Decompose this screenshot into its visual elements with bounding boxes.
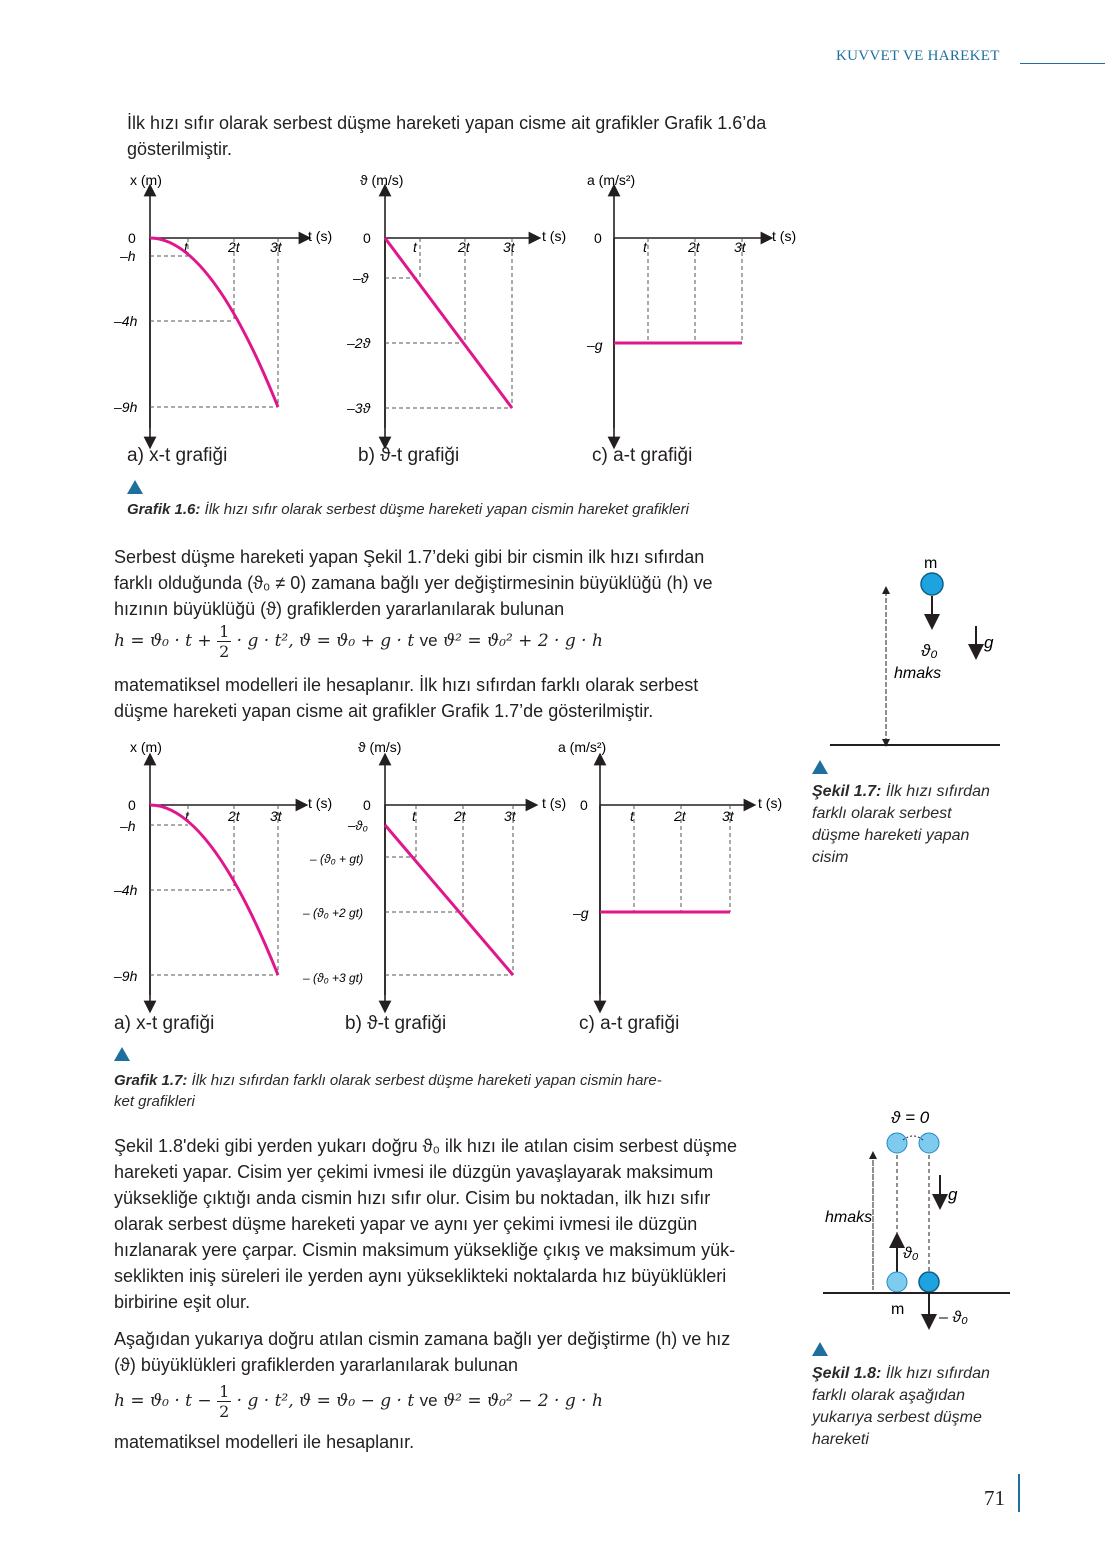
ball-bottom-right	[919, 1272, 939, 1292]
axis-label-x: t (s)	[758, 795, 783, 811]
formula-2	[114, 1382, 603, 1421]
chart-x-t	[113, 739, 332, 1007]
top-label: ϑ = 0	[891, 1108, 930, 1127]
tick-y-0: 0	[128, 230, 136, 246]
caption-line: düşme hareketi yapan	[812, 827, 970, 844]
tick-x-3t: 3t	[270, 239, 282, 255]
numerator: 1	[219, 1382, 230, 1401]
tick-y-0: 0	[363, 797, 371, 813]
graph-1-6	[110, 168, 830, 468]
axis-label-x: t (s)	[542, 795, 567, 811]
graph16-sub-c: c) a-t grafiği	[592, 445, 693, 466]
paragraph-6: matematiksel modelleri ile hesaplanır.	[114, 1432, 415, 1452]
para-line: farklı olduğunda (ϑ₀ ≠ 0) zamana bağlı yer değiştirmesinin büyüklüğü (h) ve	[114, 573, 713, 593]
para-line: matematiksel modelleri ile hesaplanır. İlk hızı sıfırdan farklı olarak serbest	[114, 675, 699, 695]
v0-label: ϑ₀	[921, 641, 938, 660]
tick-y-3v: –3ϑ	[347, 400, 371, 416]
fig18-caption	[812, 1363, 1032, 1451]
para-line: yüksekliğe çıktığı anda cismin hızı sıfır olur. Cisim bu noktadan, ilk hızı sıfır	[114, 1188, 711, 1208]
paragraph-3	[114, 672, 789, 724]
g-label: g	[948, 1185, 958, 1204]
axis-label-y: a (m/s²)	[587, 172, 636, 188]
tick-y-g: –g	[587, 337, 603, 353]
caption-label: Şekil 1.7:	[812, 783, 882, 800]
chart-a-t	[586, 172, 796, 443]
tick-y-9h: –9h	[114, 968, 138, 984]
formula-ve: ve	[419, 1391, 438, 1410]
axis-label-y: ϑ (m/s)	[360, 172, 404, 188]
para-line: seklikten iniş süreleri ile yerden aynı yükseklikteki noktalarda hız büyüklükleri	[114, 1266, 727, 1286]
axis-label-y: x (m)	[130, 172, 162, 188]
tick-x-2t: 2t	[458, 239, 470, 255]
curve	[150, 238, 278, 407]
tick-x-t: t	[630, 808, 634, 824]
triangle-marker	[812, 1342, 828, 1356]
tick-y-0: 0	[594, 230, 602, 246]
header-rule	[1020, 63, 1105, 64]
graph16-caption	[127, 499, 689, 520]
tick-x-t: t	[184, 239, 188, 255]
para-line: birbirine eşit olur.	[114, 1292, 251, 1312]
tick-x-2t: 2t	[454, 808, 466, 824]
paragraph-5	[114, 1326, 789, 1378]
axis-label-y: ϑ (m/s)	[358, 739, 402, 755]
formula-part: · g · t², ϑ = ϑ₀ + g · t	[236, 631, 415, 651]
paragraph-4	[114, 1133, 789, 1315]
page-number: 71	[984, 1486, 1005, 1510]
caption-label: Grafik 1.7:	[114, 1072, 188, 1089]
line	[385, 825, 513, 975]
graph17-sub-a: a) x-t grafiği	[114, 1013, 215, 1034]
tick-x-2t: 2t	[688, 239, 700, 255]
formula-part: ϑ² = ϑ₀² − 2 · g · h	[442, 1391, 603, 1411]
fig17-caption	[812, 781, 1032, 869]
formula-part: ϑ² = ϑ₀² + 2 · g · h	[442, 631, 603, 651]
g-label: g	[984, 633, 994, 652]
caption-line: farklı olarak aşağıdan	[812, 1387, 965, 1404]
tick-x-3t: 3t	[503, 239, 515, 255]
para-line: (ϑ) büyüklükleri grafiklerden yararlanılarak bulunan	[114, 1355, 519, 1375]
tick-y-9h: –9h	[114, 399, 138, 415]
hmaks-label: hmaks	[825, 1209, 873, 1226]
tick-x-3t: 3t	[270, 808, 282, 824]
tick-x-2t: 2t	[228, 239, 240, 255]
ball	[921, 573, 943, 595]
paragraph-2	[114, 544, 789, 622]
tick-y-0: 0	[363, 230, 371, 246]
tick-y-h: –h	[120, 248, 136, 264]
caption-label: Şekil 1.8:	[812, 1365, 882, 1382]
intro-line: gösterilmiştir.	[127, 139, 233, 159]
caption-text: İlk hızı sıfır olarak serbest düşme hareketi yapan cismin hareket grafikleri	[204, 501, 689, 518]
line	[385, 238, 512, 408]
axis-label-x: t (s)	[542, 228, 567, 244]
axis-label-x: t (s)	[772, 228, 797, 244]
triangle-marker	[114, 1047, 130, 1061]
axis-label-x: t (s)	[308, 228, 333, 244]
triangle-marker	[127, 480, 143, 494]
tick-y-v0-3gt: – (ϑ₀ +3 gt)	[303, 971, 364, 985]
tick-x-t: t	[643, 239, 647, 255]
axis-label-y: a (m/s²)	[558, 739, 607, 755]
chart-v-t	[346, 172, 566, 443]
caption-line: farklı olarak serbest	[812, 805, 952, 822]
axis-label-x: t (s)	[308, 795, 333, 811]
fraction-half	[217, 622, 231, 661]
tick-y-v0-2gt: – (ϑ₀ +2 gt)	[303, 906, 364, 920]
tick-y-g: –g	[573, 905, 589, 921]
tick-y-2v: –2ϑ	[347, 335, 371, 351]
page-rule	[1018, 1474, 1020, 1512]
caption-line: hareketi	[812, 1431, 869, 1448]
tick-x-t: t	[185, 808, 189, 824]
ball-top-right	[919, 1133, 939, 1153]
para-line: Serbest düşme hareketi yapan Şekil 1.7’deki gibi bir cismin ilk hızı sıfırdan	[114, 547, 705, 567]
minus-v0-label: – ϑ₀	[939, 1309, 968, 1326]
denominator: 2	[219, 1402, 230, 1421]
tick-x-3t: 3t	[722, 808, 734, 824]
numerator: 1	[219, 622, 230, 641]
intro-paragraph	[127, 110, 817, 162]
tick-y-4h: –4h	[114, 882, 138, 898]
graph16-sub-a: a) x-t grafiği	[127, 445, 228, 466]
graph16-sub-b: b) ϑ-t grafiği	[358, 445, 460, 466]
formula-part: h = ϑ₀ · t −	[114, 1391, 212, 1411]
graph17-sub-c: c) a-t grafiği	[579, 1013, 680, 1034]
caption-line: İlk hızı sıfırdan	[885, 783, 990, 800]
caption-label: Grafik 1.6:	[127, 501, 201, 518]
para-line: düşme hareketi yapan cisme ait grafikler Grafik 1.7’de gösterilmiştir.	[114, 701, 654, 721]
formula-ve: ve	[419, 631, 438, 650]
v0-label: ϑ₀	[903, 1245, 919, 1262]
denominator: 2	[219, 642, 230, 661]
graph17-sub-b: b) ϑ-t grafiği	[345, 1013, 447, 1034]
tick-y-4h: –4h	[114, 313, 138, 329]
caption-line: cisim	[812, 849, 849, 866]
tick-x-3t: 3t	[734, 239, 746, 255]
tick-y-v: –ϑ	[353, 270, 369, 286]
para-line: Aşağıdan yukarıya doğru atılan cismin zamana bağlı yer değiştirme (h) ve hız	[114, 1329, 731, 1349]
tick-x-3t: 3t	[504, 808, 516, 824]
para-line: hızının büyüklüğü (ϑ) grafiklerden yararlanılarak bulunan	[114, 599, 565, 619]
graph-1-7	[100, 735, 820, 1025]
mass-label: m	[924, 555, 938, 572]
fraction-half	[217, 1382, 231, 1421]
figure-1-8	[815, 1100, 1025, 1335]
para-line: hızlanarak yere çarpar. Cismin maksimum yüksekliğe çıkış ve maksimum yük-	[114, 1240, 736, 1260]
tick-x-2t: 2t	[674, 808, 686, 824]
graph17-caption	[114, 1070, 774, 1112]
ball-top-left	[887, 1133, 907, 1153]
running-header: KUVVET VE HAREKET	[836, 48, 1000, 64]
chart-x-t	[113, 172, 332, 443]
figure-1-7	[820, 548, 1020, 758]
formula-1	[114, 622, 603, 661]
caption-line: İlk hızı sıfırdan farklı olarak serbest düşme hareketi yapan cismin hare-	[191, 1072, 662, 1089]
tick-x-t: t	[413, 239, 417, 255]
caption-line: yukarıya serbest düşme	[812, 1409, 982, 1426]
axis-label-y: x (m)	[130, 739, 162, 755]
ball-bottom-left	[887, 1272, 907, 1292]
caption-line: ket grafikleri	[114, 1093, 195, 1110]
chart-a-t	[558, 739, 782, 1007]
formula-part: h = ϑ₀ · t +	[114, 631, 212, 651]
tick-y-h: –h	[120, 818, 136, 834]
mass-label: m	[891, 1301, 905, 1318]
caption-line: İlk hızı sıfırdan	[885, 1365, 990, 1382]
chart-v-t	[302, 739, 566, 1007]
tick-x-t: t	[412, 808, 416, 824]
hmaks-label: hmaks	[894, 665, 942, 682]
para-line: olarak serbest düşme hareketi yapar ve aynı yer çekimi ivmesi ile düzgün	[114, 1214, 698, 1234]
tick-x-2t: 2t	[228, 808, 240, 824]
tick-y-0: 0	[128, 797, 136, 813]
tick-y-v0-gt: – (ϑ₀ + gt)	[310, 852, 364, 866]
formula-part: · g · t², ϑ = ϑ₀ − g · t	[236, 1391, 415, 1411]
tick-y-0: 0	[580, 797, 588, 813]
intro-line: İlk hızı sıfır olarak serbest düşme hareketi yapan cisme ait grafikler Grafik 1.6’da	[127, 113, 767, 133]
para-line: hareketi yapar. Cisim yer çekimi ivmesi ile düzgün yavaşlayarak maksimum	[114, 1162, 714, 1182]
tick-y-v0: –ϑ₀	[348, 818, 368, 833]
para-line: Şekil 1.8'deki gibi yerden yukarı doğru ϑ₀ ilk hızı ile atılan cisim serbest düşme	[114, 1136, 738, 1156]
